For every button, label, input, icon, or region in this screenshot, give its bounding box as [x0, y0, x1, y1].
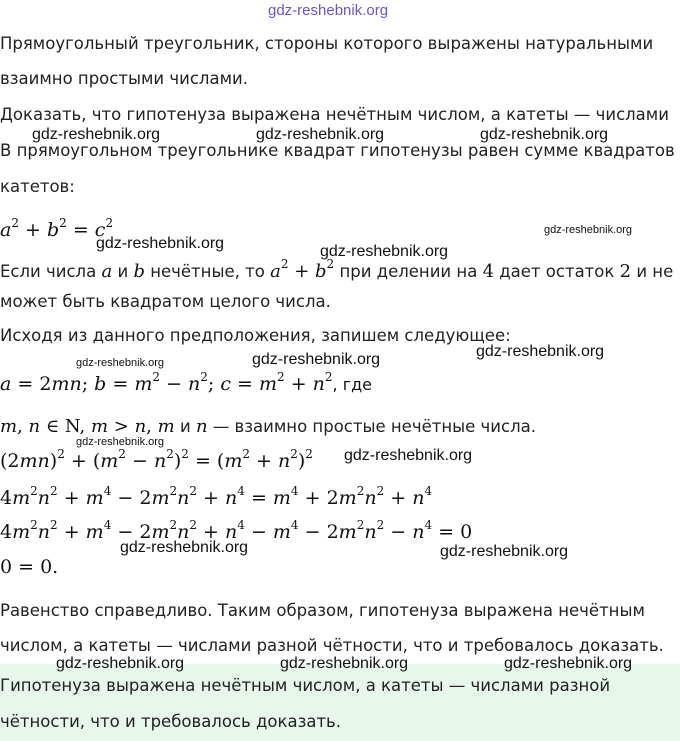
formula-parametrization: a = 2mn; $b = m^2 - n^2$; $c = m^2 + n^2$, где [0, 370, 373, 395]
solution-line-1: В прямоугольном треугольнике квадрат гипотенузы равен сумме квадратов [0, 141, 675, 160]
watermark-small: gdz-reshebnik.org [544, 224, 633, 236]
watermark-small: gdz-reshebnik.org [76, 357, 165, 369]
watermark-top: gdz-reshebnik.org [268, 2, 389, 19]
task-line-2: взаимно простыми числами. [0, 69, 249, 88]
solution-line-7: числом, а катеты — числами разной чётности, что и требовалось доказать. [0, 636, 664, 655]
formula-eq-3: $4m^2n^2 + m^4 - 2m^2n^2 + n^4 - m^4 - 2m^2n^2 - n^4 = 0$ [0, 518, 473, 543]
watermark: gdz-reshebnik.org [56, 655, 185, 672]
watermark: gdz-reshebnik.org [120, 539, 249, 556]
watermark: gdz-reshebnik.org [440, 543, 569, 560]
watermark: gdz-reshebnik.org [32, 126, 161, 143]
watermark: gdz-reshebnik.org [252, 351, 381, 368]
watermark: gdz-reshebnik.org [280, 655, 409, 672]
solution-line-2: катетов: [0, 177, 75, 196]
watermark: gdz-reshebnik.org [96, 235, 225, 252]
watermark: gdz-reshebnik.org [256, 126, 385, 143]
watermark: gdz-reshebnik.org [480, 126, 609, 143]
formula-eq-1: $(2mn)^2 + (m^2 - n^2)^2 = (m^2 + n^2)^2$ [0, 447, 313, 472]
answer-line-1: Гипотенуза выражена нечётным числом, а катеты — числами разной [0, 676, 611, 695]
solution-line-5: Исходя из данного предположения, запишем следующее: [0, 326, 511, 345]
formula-pythagoras: $a^2 + b^2 = c^2$ [0, 216, 114, 241]
formula-eq-4: 0 = 0. [0, 556, 59, 578]
watermark: gdz-reshebnik.org [320, 243, 449, 260]
solution-line-6: Равенство справедливо. Таким образом, гипотенуза выражена нечётным [0, 601, 645, 620]
watermark: gdz-reshebnik.org [476, 343, 605, 360]
formula-eq-2: $4m^2n^2 + m^4 - 2m^2n^2 + n^4 = m^4 + 2m^2n^2 + n^4$ [0, 484, 433, 509]
watermark-small: gdz-reshebnik.org [76, 436, 165, 448]
watermark: gdz-reshebnik.org [344, 447, 473, 464]
formula-conditions: m, n ∈ N, m > n, m и n — взаимно простые нечётные числа. [0, 416, 537, 437]
answer-line-2: чётности, что и требовалось доказать. [0, 712, 342, 731]
solution-line-3: Если числа a и b нечётные, то $a^2 + b^2$ при делении на 4 дает остаток 2 и не [0, 257, 674, 282]
task-line-1: Прямоугольный треугольник, стороны которого выражены натуральными [0, 34, 654, 53]
task-line-3: Доказать, что гипотенуза выражена нечётным числом, а катеты — числами [0, 105, 669, 124]
solution-line-4: может быть квадратом целого числа. [0, 292, 331, 311]
watermark: gdz-reshebnik.org [504, 655, 633, 672]
